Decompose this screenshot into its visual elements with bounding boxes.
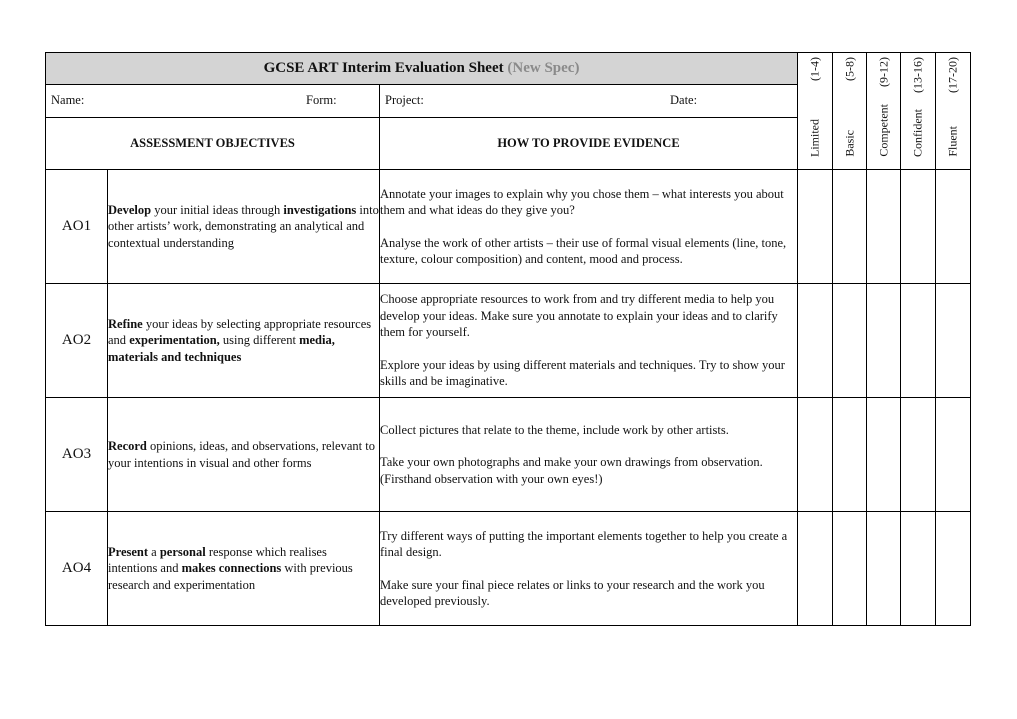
- ao-code: AO1: [46, 170, 108, 284]
- ao-evidence: [380, 284, 798, 398]
- level-name: Basic: [842, 130, 857, 157]
- evidence-paragraph: Choose appropriate resources to work from and try different media to help you develop your ideas. Make sure you annotate to explain your ideas and to clarify them for yourself.: [380, 292, 778, 340]
- level-range: (17-20): [945, 57, 960, 93]
- level-name: Competent: [876, 104, 891, 157]
- objective-keyword: investigations: [283, 202, 357, 217]
- score-cell-confident[interactable]: [901, 170, 936, 284]
- objective-keyword: Record: [108, 439, 147, 453]
- sheet-title-suffix: (New Spec): [507, 60, 580, 76]
- ao-row: [46, 170, 971, 284]
- date-label: Date:: [670, 93, 698, 107]
- level-range: (5-8): [842, 57, 857, 81]
- ao-evidence: [380, 512, 798, 626]
- level-name: Confident: [910, 109, 925, 157]
- project-label: Project:: [385, 93, 424, 107]
- form-label: Form:: [306, 93, 337, 107]
- ao-row: [46, 398, 971, 512]
- score-cell-confident[interactable]: [901, 284, 936, 398]
- level-range: (1-4): [807, 57, 822, 81]
- objective-keyword: Present: [108, 544, 149, 559]
- ao-objective: [108, 398, 380, 512]
- level-range: (13-16): [910, 57, 925, 93]
- objective-text: opinions, ideas, and observations, relevant to your intentions in visual and other forms: [108, 439, 375, 470]
- score-cell-limited[interactable]: [798, 398, 833, 512]
- evidence-paragraph: Explore your ideas by using different materials and techniques. Try to show your skills and be imaginative.: [380, 357, 785, 389]
- score-cell-competent[interactable]: [867, 170, 901, 284]
- project-date-cell[interactable]: [380, 85, 798, 118]
- objective-text: using different: [219, 333, 300, 348]
- objective-text: with previous research and experimentation: [108, 561, 353, 592]
- evidence-paragraph: Annotate your images to explain why you chose them – what interests you about them and what ideas do they give you?: [380, 186, 784, 217]
- objective-keyword: experimentation,: [129, 333, 220, 348]
- objective-text: response which realises intentions and: [108, 544, 327, 576]
- name-label: Name:: [51, 93, 85, 107]
- level-name: Limited: [807, 119, 822, 157]
- score-cell-limited[interactable]: [798, 512, 833, 626]
- evaluation-sheet-table: [45, 52, 971, 626]
- evidence-paragraph: Analyse the work of other artists – their use of formal visual elements (line, tone, texture, colour composition) and content, mood and process.: [380, 235, 787, 266]
- level-header-competent: [867, 53, 901, 170]
- objective-keyword: makes connections: [181, 561, 282, 576]
- objective-text: a: [148, 544, 160, 559]
- score-cell-basic[interactable]: [833, 284, 867, 398]
- ao-evidence: [380, 398, 798, 512]
- score-cell-competent[interactable]: [867, 398, 901, 512]
- score-cell-fluent[interactable]: [936, 512, 971, 626]
- evidence-column-header: HOW TO PROVIDE EVIDENCE: [380, 118, 798, 170]
- evidence-paragraph: Make sure your final piece relates or links to your research and the work you developed previously.: [380, 577, 765, 608]
- ao-code: AO4: [46, 512, 108, 626]
- evidence-paragraph: Collect pictures that relate to the theme, include work by other artists.: [380, 422, 729, 437]
- level-header-limited: [798, 53, 833, 170]
- objective-keyword: Develop: [108, 202, 152, 217]
- level-range: (9-12): [876, 57, 891, 87]
- objectives-column-header: ASSESSMENT OBJECTIVES: [46, 118, 380, 170]
- score-cell-fluent[interactable]: [936, 284, 971, 398]
- level-header-fluent: [936, 53, 971, 170]
- sheet-title: [46, 53, 798, 85]
- level-header-basic: [833, 53, 867, 170]
- score-cell-basic[interactable]: [833, 512, 867, 626]
- level-header-confident: [901, 53, 936, 170]
- score-cell-limited[interactable]: [798, 170, 833, 284]
- objective-text: your initial ideas through: [151, 202, 284, 217]
- objective-keyword: personal: [159, 544, 206, 559]
- ao-objective: [108, 512, 380, 626]
- objective-text: your ideas by selecting appropriate resources and: [108, 316, 372, 348]
- score-cell-confident[interactable]: [901, 512, 936, 626]
- ao-evidence: [380, 170, 798, 284]
- level-name: Fluent: [945, 126, 960, 157]
- evidence-paragraph: Try different ways of putting the important elements together to help you create a final design.: [380, 528, 788, 559]
- score-cell-limited[interactable]: [798, 284, 833, 398]
- evidence-paragraph: Take your own photographs and make your own drawings from observation. (Firsthand observation with your own eyes!): [380, 455, 763, 486]
- score-cell-confident[interactable]: [901, 398, 936, 512]
- ao-code: AO3: [46, 398, 108, 512]
- assessment-rows: [46, 170, 971, 626]
- objective-text: into other artists’ work, demonstrating an analytical and contextual understanding: [108, 202, 379, 250]
- ao-objective: [108, 170, 380, 284]
- ao-row: [46, 284, 971, 398]
- score-cell-competent[interactable]: [867, 512, 901, 626]
- score-cell-fluent[interactable]: [936, 398, 971, 512]
- name-form-cell[interactable]: [46, 85, 380, 118]
- ao-row: [46, 512, 971, 626]
- score-cell-basic[interactable]: [833, 398, 867, 512]
- ao-code: AO2: [46, 284, 108, 398]
- score-cell-basic[interactable]: [833, 170, 867, 284]
- objective-keyword: media, materials and techniques: [108, 333, 335, 364]
- objective-keyword: Refine: [108, 316, 143, 331]
- sheet-title-main: GCSE ART Interim Evaluation Sheet: [263, 60, 504, 76]
- score-cell-fluent[interactable]: [936, 170, 971, 284]
- ao-objective: [108, 284, 380, 398]
- score-cell-competent[interactable]: [867, 284, 901, 398]
